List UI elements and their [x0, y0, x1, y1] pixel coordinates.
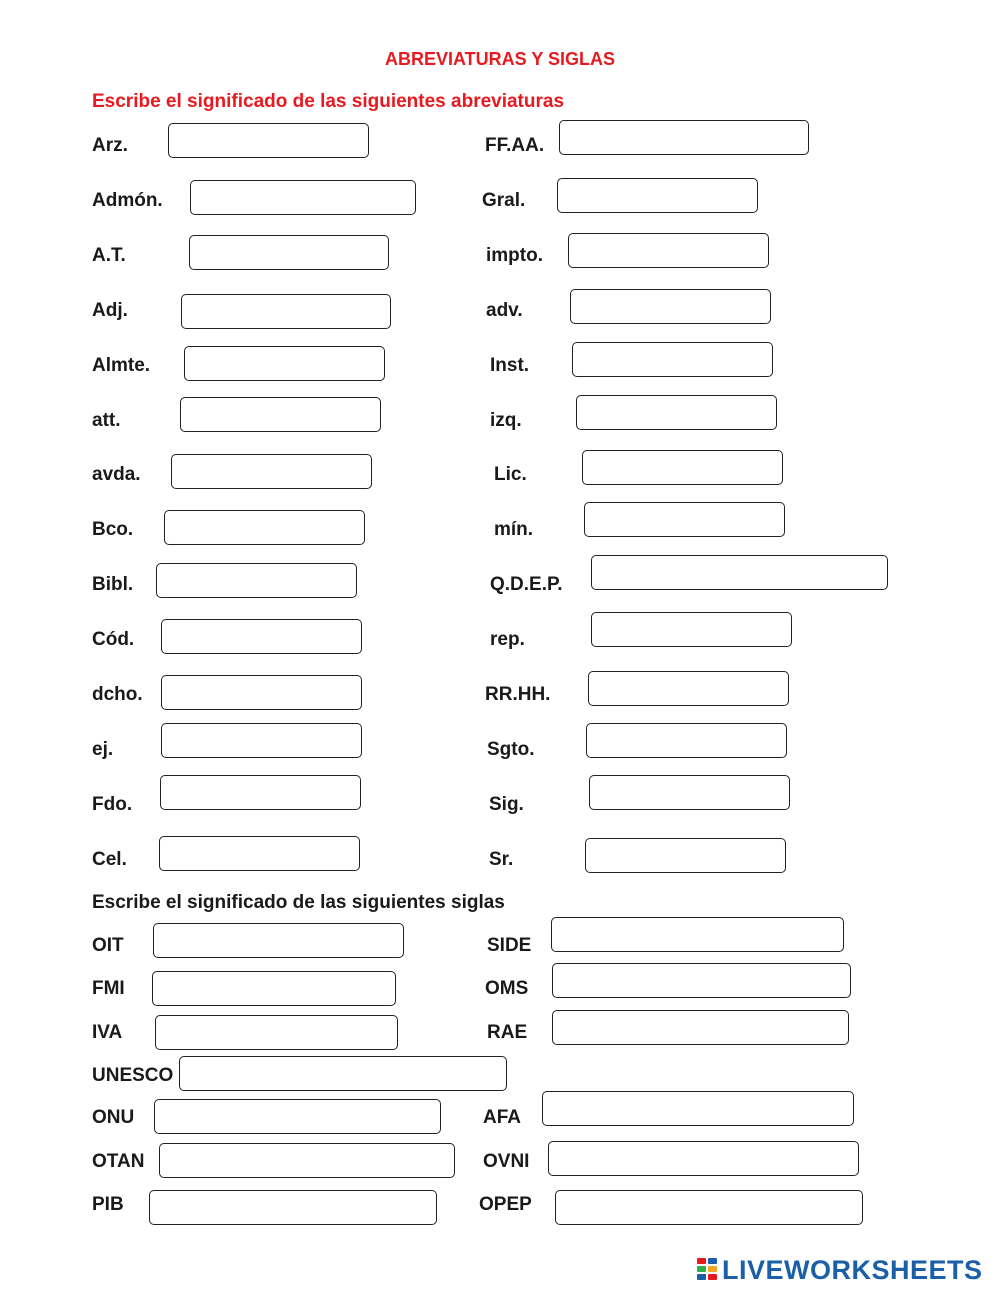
abbr-label-izq: izq. [490, 410, 522, 431]
acronym-answer-unesco[interactable] [179, 1056, 507, 1091]
abbr-label-lic: Lic. [494, 464, 527, 485]
abbr-label-ej: ej. [92, 739, 114, 760]
abbr-answer-ej[interactable] [161, 723, 362, 758]
abbr-label-dcho: dcho. [92, 684, 143, 705]
abbr-answer-inst[interactable] [572, 342, 773, 377]
abbr-answer-cel[interactable] [159, 836, 360, 871]
abbr-label-att: att. [92, 410, 121, 431]
acronym-label-oms: OMS [485, 978, 529, 999]
abbr-label-fdo: Fdo. [92, 794, 133, 815]
abbr-answer-fdo[interactable] [160, 775, 361, 810]
acronym-label-onu: ONU [92, 1107, 135, 1128]
abbr-answer-cod[interactable] [161, 619, 362, 654]
acronym-answer-opep[interactable] [555, 1190, 863, 1225]
acronym-answer-onu[interactable] [154, 1099, 441, 1134]
instruction-acronyms: Escribe el significado de las siguientes siglas [92, 892, 505, 913]
abbr-answer-sgto[interactable] [586, 723, 787, 758]
acronym-label-pib: PIB [92, 1194, 124, 1215]
acronym-answer-otan[interactable] [159, 1143, 455, 1178]
acronym-label-ovni: OVNI [483, 1151, 530, 1172]
abbr-answer-lic[interactable] [582, 450, 783, 485]
abbr-answer-at[interactable] [189, 235, 389, 270]
abbr-answer-qdep[interactable] [591, 555, 888, 590]
acronym-label-otan: OTAN [92, 1151, 145, 1172]
abbr-label-rep: rep. [490, 629, 525, 650]
abbr-label-bco: Bco. [92, 519, 134, 540]
abbr-answer-avda[interactable] [171, 454, 372, 489]
abbr-answer-arz[interactable] [168, 123, 369, 158]
abbr-answer-adv[interactable] [570, 289, 771, 324]
liveworksheets-logo [697, 1255, 983, 1285]
abbr-label-rrhh: RR.HH. [485, 684, 551, 705]
abbr-label-adv: adv. [486, 300, 523, 321]
abbr-label-cod: Cód. [92, 629, 135, 650]
acronym-answer-rae[interactable] [552, 1010, 849, 1045]
acronym-answer-oms[interactable] [552, 963, 851, 998]
abbr-answer-bibl[interactable] [156, 563, 357, 598]
abbr-answer-rep[interactable] [591, 612, 792, 647]
abbr-answer-sig[interactable] [589, 775, 790, 810]
abbr-answer-min[interactable] [584, 502, 785, 537]
abbr-answer-gral[interactable] [557, 178, 758, 213]
abbr-answer-bco[interactable] [164, 510, 365, 545]
abbr-answer-rrhh[interactable] [588, 671, 789, 706]
abbr-label-cel: Cel. [92, 849, 127, 870]
abbr-answer-ffaa[interactable] [559, 120, 809, 155]
acronym-answer-side[interactable] [551, 917, 844, 952]
abbr-answer-almte[interactable] [184, 346, 385, 381]
abbr-answer-att[interactable] [180, 397, 381, 432]
abbr-label-inst: Inst. [490, 355, 530, 376]
acronym-label-rae: RAE [487, 1022, 528, 1043]
abbr-label-min: mín. [494, 519, 534, 540]
abbr-label-impto: impto. [486, 245, 543, 266]
acronym-label-unesco: UNESCO [92, 1065, 174, 1086]
acronym-answer-iva[interactable] [155, 1015, 398, 1050]
acronym-answer-fmi[interactable] [152, 971, 396, 1006]
abbr-label-admon: Admón. [92, 190, 163, 211]
abbr-label-sr: Sr. [489, 849, 514, 870]
abbr-label-bibl: Bibl. [92, 574, 134, 595]
abbr-answer-dcho[interactable] [161, 675, 362, 710]
abbr-label-ffaa: FF.AA. [485, 135, 545, 156]
abbr-label-sgto: Sgto. [487, 739, 535, 760]
liveworksheets-logo-text: LIVEWORKSHEETS [722, 1254, 983, 1285]
abbr-answer-impto[interactable] [568, 233, 769, 268]
abbr-label-adj: Adj. [92, 300, 128, 321]
abbr-label-qdep: Q.D.E.P. [490, 574, 563, 595]
abbr-label-gral: Gral. [482, 190, 526, 211]
acronym-label-fmi: FMI [92, 978, 125, 999]
acronym-answer-afa[interactable] [542, 1091, 854, 1126]
acronym-label-afa: AFA [483, 1107, 521, 1128]
acronym-label-opep: OPEP [479, 1194, 532, 1215]
abbr-answer-izq[interactable] [576, 395, 777, 430]
liveworksheets-logo-icon [697, 1258, 719, 1282]
acronym-label-side: SIDE [487, 935, 532, 956]
abbr-label-at: A.T. [92, 245, 126, 266]
acronym-label-iva: IVA [92, 1022, 123, 1043]
acronym-label-oit: OIT [92, 935, 124, 956]
abbr-label-arz: Arz. [92, 135, 128, 156]
abbr-label-sig: Sig. [489, 794, 524, 815]
abbr-answer-sr[interactable] [585, 838, 786, 873]
worksheet-title: ABREVIATURAS Y SIGLAS [384, 49, 616, 69]
abbr-label-avda: avda. [92, 464, 141, 485]
abbr-answer-adj[interactable] [181, 294, 391, 329]
acronym-answer-pib[interactable] [149, 1190, 437, 1225]
abbr-answer-admon[interactable] [190, 180, 416, 215]
abbr-label-almte: Almte. [92, 355, 151, 376]
acronym-answer-ovni[interactable] [548, 1141, 859, 1176]
instruction-abbreviations: Escribe el significado de las siguientes abreviaturas [92, 91, 565, 112]
acronym-answer-oit[interactable] [153, 923, 404, 958]
